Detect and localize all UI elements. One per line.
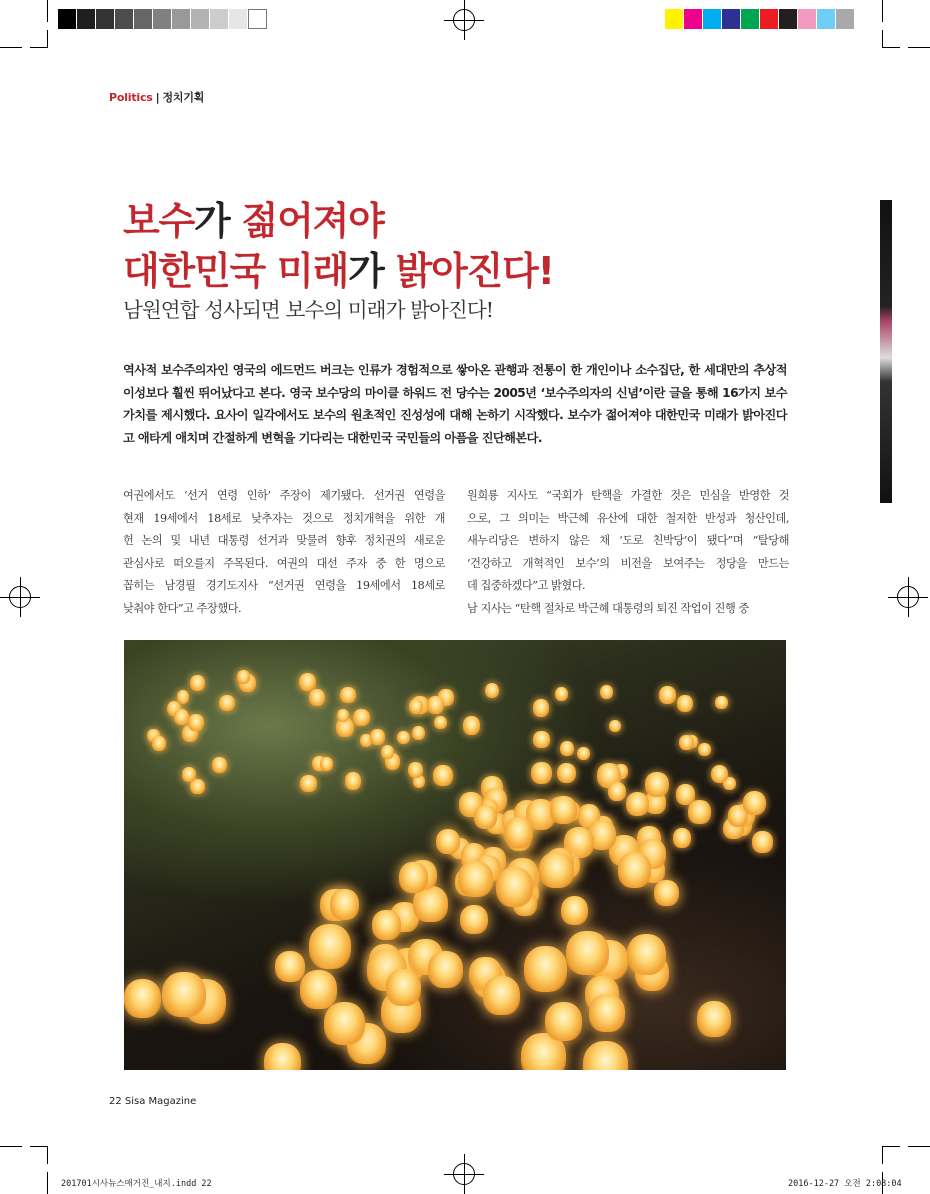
body-line: 데 집중하겠다”고 밝혔다. — [467, 579, 586, 592]
crop-mark — [30, 47, 48, 48]
crop-mark — [882, 30, 883, 48]
candle — [561, 896, 589, 925]
gray-swatch — [248, 9, 267, 29]
candle — [485, 683, 500, 699]
registration-mark-right — [888, 577, 928, 617]
headline-run: 가 — [194, 199, 242, 243]
color-swatch — [798, 9, 817, 29]
body-line: 꼽히는 남경필 경기도지사 “선거권 연령을 19세에서 18세로 — [123, 579, 445, 592]
candle — [370, 729, 385, 744]
candle — [182, 767, 196, 782]
candle — [659, 686, 676, 704]
candle — [188, 714, 204, 731]
candle — [577, 747, 590, 761]
candle — [460, 905, 488, 934]
body-line: 남 지사는 “탄핵 절차로 박근혜 대통령의 퇴진 작업이 진행 중 — [467, 601, 749, 615]
candle — [609, 720, 621, 733]
candle — [697, 1001, 731, 1037]
headline-run: 밝아진다! — [395, 249, 554, 293]
candle — [309, 924, 352, 969]
candle — [583, 1041, 629, 1070]
crop-mark — [47, 1146, 48, 1164]
slug-timestamp: 2016-12-27 오전 2:08:04 — [788, 1179, 902, 1189]
candle — [340, 687, 355, 703]
candle — [600, 685, 613, 699]
crop-mark — [30, 1146, 48, 1147]
gray-swatch — [134, 9, 153, 29]
candle — [743, 791, 766, 815]
gray-swatch — [77, 9, 96, 29]
candle — [533, 699, 549, 716]
candle — [524, 946, 567, 992]
candle — [711, 765, 729, 784]
candle — [608, 782, 626, 801]
color-swatch — [703, 9, 722, 29]
candle — [300, 970, 337, 1009]
body-line: 여권에서도 ‘선거 연령 인하’ 주장이 제기됐다. 선거권 연령을 — [123, 489, 445, 502]
candle — [504, 817, 533, 848]
candlelight-photo — [124, 640, 786, 1070]
candle — [219, 695, 235, 712]
candle — [645, 772, 669, 797]
gray-swatch — [172, 9, 191, 29]
headline-run: 대한민국 미래 — [123, 249, 349, 293]
gray-swatch — [58, 9, 77, 29]
candle — [372, 910, 401, 940]
folio: 22 Sisa Magazine — [109, 1096, 197, 1107]
gray-swatch — [153, 9, 172, 29]
candle — [381, 745, 394, 759]
gray-swatch — [229, 9, 248, 29]
color-swatch — [722, 9, 741, 29]
crop-mark — [882, 1146, 883, 1164]
color-swatch — [836, 9, 855, 29]
candle — [397, 731, 410, 745]
headline-run: 가 — [348, 249, 396, 293]
candle — [320, 757, 333, 771]
headline-line-1 — [123, 196, 554, 246]
candle — [300, 775, 316, 792]
color-calibration-bar — [665, 9, 855, 29]
candle — [330, 889, 359, 920]
crop-mark — [908, 47, 930, 48]
candle — [533, 731, 549, 748]
candle — [264, 1043, 301, 1070]
candle — [408, 762, 423, 778]
crop-mark — [0, 1146, 22, 1147]
section-header: Politics | 정치기획 — [109, 91, 205, 104]
candle — [560, 741, 574, 756]
crop-mark — [908, 1146, 930, 1147]
candle — [698, 743, 711, 756]
gray-swatch — [96, 9, 115, 29]
headline — [123, 196, 554, 296]
crop-mark — [882, 0, 883, 22]
gray-swatch — [191, 9, 210, 29]
crop-mark — [47, 30, 48, 48]
body-line: ‘건강하고 개혁적인 보수’의 비전을 보여주는 정당을 만드는 — [467, 556, 789, 570]
candle — [428, 951, 463, 988]
candle — [555, 687, 568, 701]
headline-line-2 — [123, 246, 554, 296]
color-swatch — [817, 9, 836, 29]
color-swatch — [665, 9, 684, 29]
candle — [309, 689, 325, 706]
headline-run: 젊어져야 — [241, 199, 384, 243]
candle — [566, 931, 608, 976]
candle — [545, 1002, 582, 1041]
section-label-en: Politics — [109, 91, 153, 104]
body-line: 관심사로 떠오를지 주목된다. 여권의 대선 주자 중 한 명으로 — [123, 556, 445, 570]
color-swatch — [684, 9, 703, 29]
lede-paragraph: 역사적 보수주의자인 영국의 에드먼드 버크는 인류가 경험적으로 쌓아온 관행과 전통이 한 개인이나 소수집단, 한 세대만의 추상적 이성보다 훨씬 뛰어났다고 본다. 영국 보수당의 마이클 하워드 전 당수는 2005년 ‘보수주의자의 신념’이란 글을 통해 16가지 보수가치를 제시했다. 요사이 일각에서도 보수의 원초적인 진성성에 대해 논하기 시작했다. 보수가 젊어져야 대한민국 미래가 밝아진다고 애타게 애치며 간절하게 변혁을 기다리는 대한민국 국민들의 아픔을 진단해본다. — [123, 363, 787, 445]
page-edge-image-strip — [880, 200, 892, 503]
candle — [618, 852, 652, 887]
candle — [673, 828, 692, 848]
color-swatch — [741, 9, 760, 29]
candle — [324, 1002, 365, 1045]
candle — [275, 951, 305, 982]
candle — [531, 762, 552, 784]
candle — [539, 852, 574, 889]
candle — [458, 861, 493, 897]
crop-mark — [882, 47, 900, 48]
candle — [124, 979, 161, 1018]
color-swatch — [760, 9, 779, 29]
candle — [679, 735, 694, 750]
candle — [412, 726, 425, 740]
candle — [152, 736, 166, 751]
candle — [177, 690, 189, 703]
crop-mark — [0, 47, 22, 48]
body-line: 으로, 그 의미는 박근혜 유산에 대한 철저한 반성과 청산인데, — [467, 511, 789, 525]
candle — [212, 757, 227, 773]
candle — [589, 994, 625, 1032]
candle — [715, 696, 727, 709]
candle — [162, 972, 205, 1017]
crop-mark — [882, 1146, 900, 1147]
candle — [677, 695, 693, 712]
candle — [299, 673, 316, 691]
candle — [399, 862, 428, 893]
body-line: 원희룡 지사도 “국회가 탄핵을 가결한 것은 민심을 반영한 것 — [467, 489, 789, 502]
body-line: 낮춰야 한다”고 주장했다. — [123, 601, 242, 615]
subtitle: 남원연합 성사되면 보수의 미래가 밝아진다! — [123, 298, 494, 322]
body-line: 헌 논의 및 내년 대통령 선거과 맞물려 향후 정치권의 새로운 — [123, 534, 445, 547]
slug-filename: 201701시사뉴스매거진_내지.indd 22 — [61, 1179, 212, 1189]
candle — [626, 792, 649, 817]
candle — [174, 709, 189, 725]
candle — [237, 670, 250, 683]
candle — [483, 976, 520, 1015]
candle — [386, 969, 421, 1006]
candle — [550, 796, 577, 824]
candle — [345, 772, 361, 789]
candle — [474, 805, 497, 829]
candle — [654, 880, 679, 906]
body-column-left — [123, 485, 445, 620]
candle — [676, 784, 695, 804]
candle — [337, 709, 349, 722]
color-swatch — [779, 9, 798, 29]
gray-swatch — [115, 9, 134, 29]
candle — [190, 675, 205, 690]
candle — [434, 716, 447, 729]
candle — [752, 831, 773, 853]
candle — [353, 709, 370, 726]
candle — [433, 765, 453, 786]
candle — [409, 699, 424, 714]
gray-swatch — [210, 9, 229, 29]
body-line: 새누리당은 변하지 않은 채 ‘도로 친박당’이 됐다”며 “탈당해 — [467, 534, 789, 547]
registration-mark-bottom — [444, 1154, 484, 1194]
section-label-kr: 정치기획 — [162, 91, 205, 104]
registration-mark-top — [444, 0, 484, 40]
candle — [627, 934, 667, 976]
candle — [463, 716, 480, 734]
registration-mark-left — [0, 577, 40, 617]
candle — [436, 829, 460, 854]
body-column-right — [467, 485, 789, 620]
crop-mark — [47, 1172, 48, 1194]
candle — [496, 867, 533, 906]
candle — [427, 696, 444, 714]
grayscale-calibration-bar — [58, 9, 267, 29]
headline-run: 보수 — [123, 199, 195, 243]
candle — [557, 763, 576, 783]
crop-mark — [47, 0, 48, 22]
body-line: 현재 19세에서 18세로 낮추자는 것으로 정치개혁을 위한 개 — [123, 511, 445, 525]
